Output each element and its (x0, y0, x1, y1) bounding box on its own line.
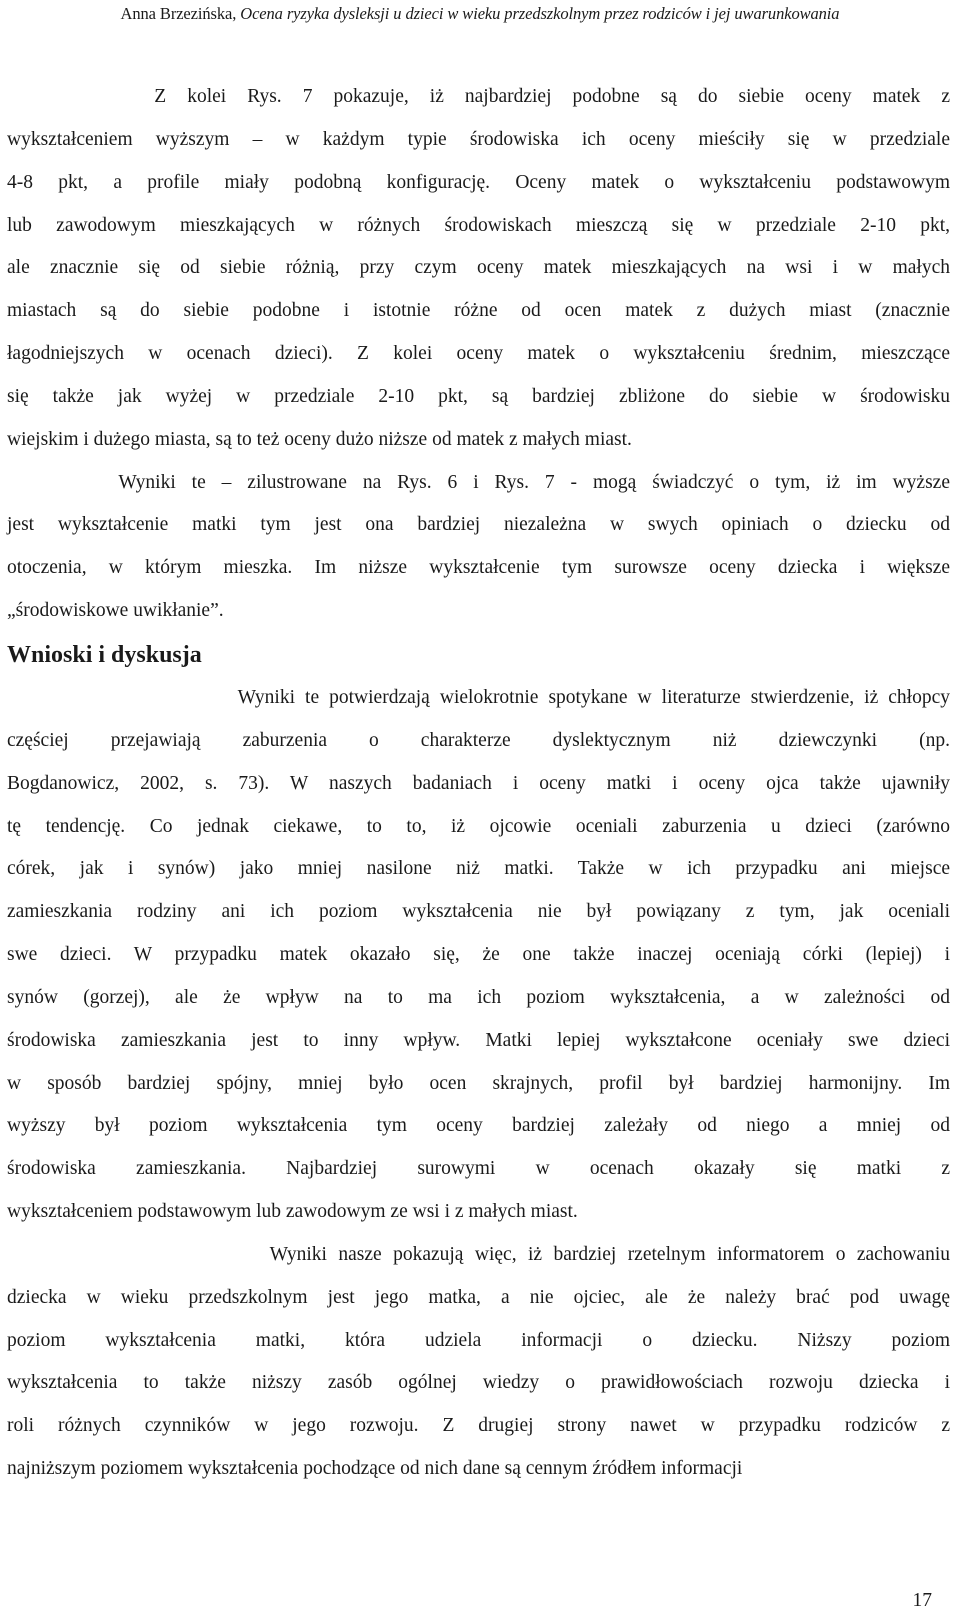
header-author: Anna Brzezińska, (120, 4, 241, 23)
text-line: dziecka w wieku przedszkolnym jest jego matka, a nie ojciec, ale że należy brać pod uwagę (7, 1286, 950, 1308)
paragraph (7, 462, 950, 633)
text-line: środowiska zamieszkania jest to inny wpływ. Matki lepiej wykształcone oceniały swe dzieci (7, 1029, 950, 1051)
text-line: synów (gorzej), ale że wpływ na to ma ich poziom wykształcenia, a w zależności od (7, 986, 950, 1008)
text-line: tę tendencję. Co jednak ciekawe, to to, iż ojcowie oceniali zaburzenia u dzieci (zarówno (7, 815, 950, 837)
text-line: zamieszkania rodziny ani ich poziom wykształcenia nie był powiązany z tym, jak oceniali (7, 901, 950, 923)
text-line: Wyniki nasze pokazują więc, iż bardziej rzetelnym informatorem o zachowaniu (7, 1243, 950, 1265)
paragraph (7, 1234, 950, 1491)
text-line: 4-8 pkt, a profile miały podobną konfigurację. Oceny matek o wykształceniu podstawowym (7, 171, 950, 193)
running-header (4, 4, 956, 24)
text-line: wykształceniem wyższym – w każdym typie środowiska ich oceny mieściły się w przedziale (7, 128, 950, 150)
text-line: „środowiskowe uwikłanie”. (7, 600, 224, 622)
text-line: wykształcenia to także niższy zasób ogólnej wiedzy o prawidłowościach rozwoju dziecka i (7, 1372, 950, 1394)
text-line: Wyniki te – zilustrowane na Rys. 6 i Rys. 7 - mogą świadczyć o tym, iż im wyższe (7, 471, 950, 493)
text-line: wyższy był poziom wykształcenia tym oceny bardziej zależały od niego a mniej od (7, 1115, 950, 1137)
text-line: otoczenia, w którym mieszka. Im niższe wykształcenie tym surowsze oceny dziecka i większe (7, 557, 950, 579)
text-line: lub zawodowym mieszkających w różnych środowiskach mieszczą się w przedziale 2-10 pkt, (7, 214, 950, 236)
paragraph (7, 76, 950, 462)
text-line: wiejskim i dużego miasta, są to też oceny dużo niższe od matek z małych miast. (7, 428, 632, 450)
paragraph (7, 677, 950, 1234)
text-line: córek, jak i synów) jako mniej nasilone niż matki. Także w ich przypadku ani miejsce (7, 858, 950, 880)
text-line: roli różnych czynników w jego rozwoju. Z drugiej strony nawet w przypadku rodziców z (7, 1415, 950, 1437)
text-line: środowiska zamieszkania. Najbardziej surowymi w ocenach okazały się matki z (7, 1158, 950, 1180)
text-line: w sposób bardziej spójny, mniej było ocen skrajnych, profil był bardziej harmonijny. Im (7, 1072, 950, 1094)
section-heading: Wnioski i dyskusja (7, 641, 202, 668)
text-line: łagodniejszych w ocenach dzieci). Z kolei oceny matek o wykształceniu średnim, mieszczące (7, 343, 950, 365)
text-line: Wyniki te potwierdzają wielokrotnie spotykane w literaturze stwierdzenie, iż chłopcy (7, 686, 950, 708)
text-line: wykształceniem podstawowym lub zawodowym ze wsi i z małych miast. (7, 1201, 578, 1223)
text-line: jest wykształcenie matki tym jest ona bardziej niezależna w swych opiniach o dziecku od (7, 514, 950, 536)
results-section (7, 76, 950, 633)
text-line: miastach są do siebie podobne i istotnie różne od ocen matek z dużych miast (znacznie (7, 300, 950, 322)
text-line: najniższym poziomem wykształcenia pochodzące od nich dane są cennym źródłem informacji (7, 1458, 743, 1480)
text-line: poziom wykształcenia matki, która udziela informacji o dziecku. Niższy poziom (7, 1329, 950, 1351)
document-body (7, 76, 950, 1491)
text-line: swe dzieci. W przypadku matek okazało się, że one także inaczej oceniają córki (lepiej) i (7, 944, 950, 966)
text-line: się także jak wyżej w przedziale 2-10 pkt, są bardziej zbliżone do siebie w środowisku (7, 385, 950, 407)
header-title: Ocena ryzyka dysleksji u dzieci w wieku przedszkolnym przez rodziców i jej uwarunkowania (240, 4, 840, 23)
page-number: 17 (912, 1590, 932, 1611)
text-line: częściej przejawiają zaburzenia o charakterze dyslektycznym niż dziewczynki (np. (7, 729, 950, 751)
text-line: ale znacznie się od siebie różnią, przy czym oceny matek mieszkających na wsi i w małych (7, 257, 950, 279)
text-line: Z kolei Rys. 7 pokazuje, iż najbardziej podobne są do siebie oceny matek z (7, 86, 950, 107)
conclusions-section (7, 677, 950, 1491)
text-line: Bogdanowicz, 2002, s. 73). W naszych badaniach i oceny matki i oceny ojca także ujawniły (7, 772, 950, 794)
